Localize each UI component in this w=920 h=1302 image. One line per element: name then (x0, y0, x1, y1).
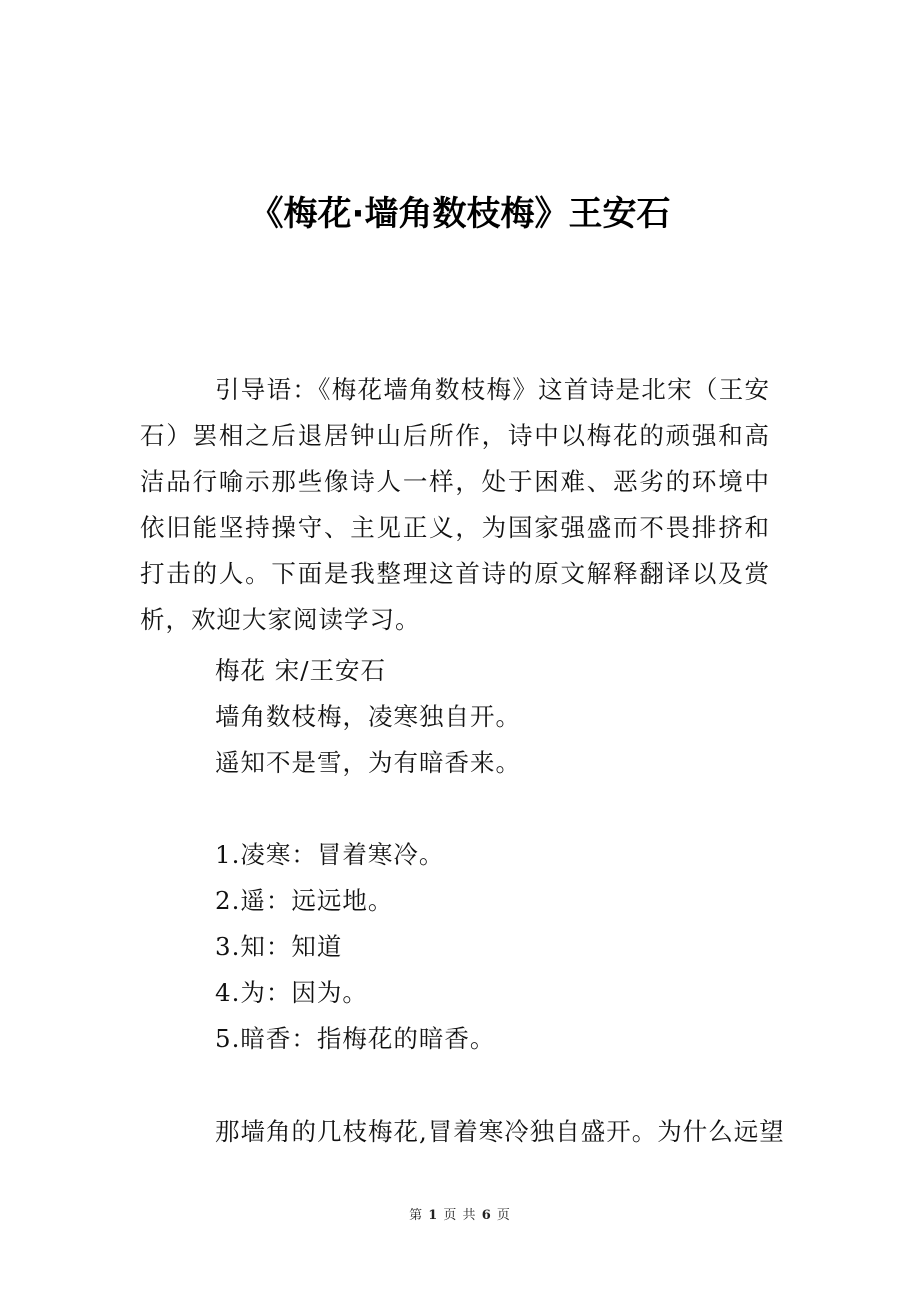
note-item: 4.为：因为。 (215, 978, 368, 1007)
page-footer (0, 1206, 920, 1226)
intro-paragraph: 引导语：《梅花墙角数枝梅》这首诗是北宋（王安石）罢相之后退居钟山后所作，诗中以梅花的顽强和高洁品行喻示那些像诗人一样，处于困难、恶劣的环境中依旧能坚持操守、主见正义，为国家强盛而不畏排挤和打击的人。下面是我整理这首诗的原文解释翻译以及赏析，欢迎大家阅读学习。 (140, 375, 770, 634)
note-item: 1.凌寒：冒着寒冷。 (215, 840, 445, 869)
poem-line-1: 墙角数枝梅，凌寒独自开。 (215, 702, 521, 731)
note-item: 2.遥：远远地。 (215, 886, 394, 915)
footer-page-number: 1 (428, 1208, 439, 1223)
note-item: 3.知：知道 (215, 932, 343, 961)
footer-middle: 页 共 (443, 1208, 477, 1223)
note-item: 5.暗香：指梅花的暗香。 (215, 1024, 496, 1053)
footer-prefix: 第 (409, 1208, 424, 1223)
document-title: 《梅花·墙角数枝梅》王安石 (249, 194, 671, 234)
poem-heading: 梅花 宋/王安石 (215, 656, 387, 685)
poem-line-2: 遥知不是雪，为有暗香来。 (215, 748, 521, 777)
footer-suffix: 页 (496, 1208, 511, 1223)
footer-total-pages: 6 (481, 1208, 492, 1223)
translation-paragraph: 那墙角的几枝梅花,冒着寒冷独自盛开。为什么远望 (215, 1117, 785, 1146)
